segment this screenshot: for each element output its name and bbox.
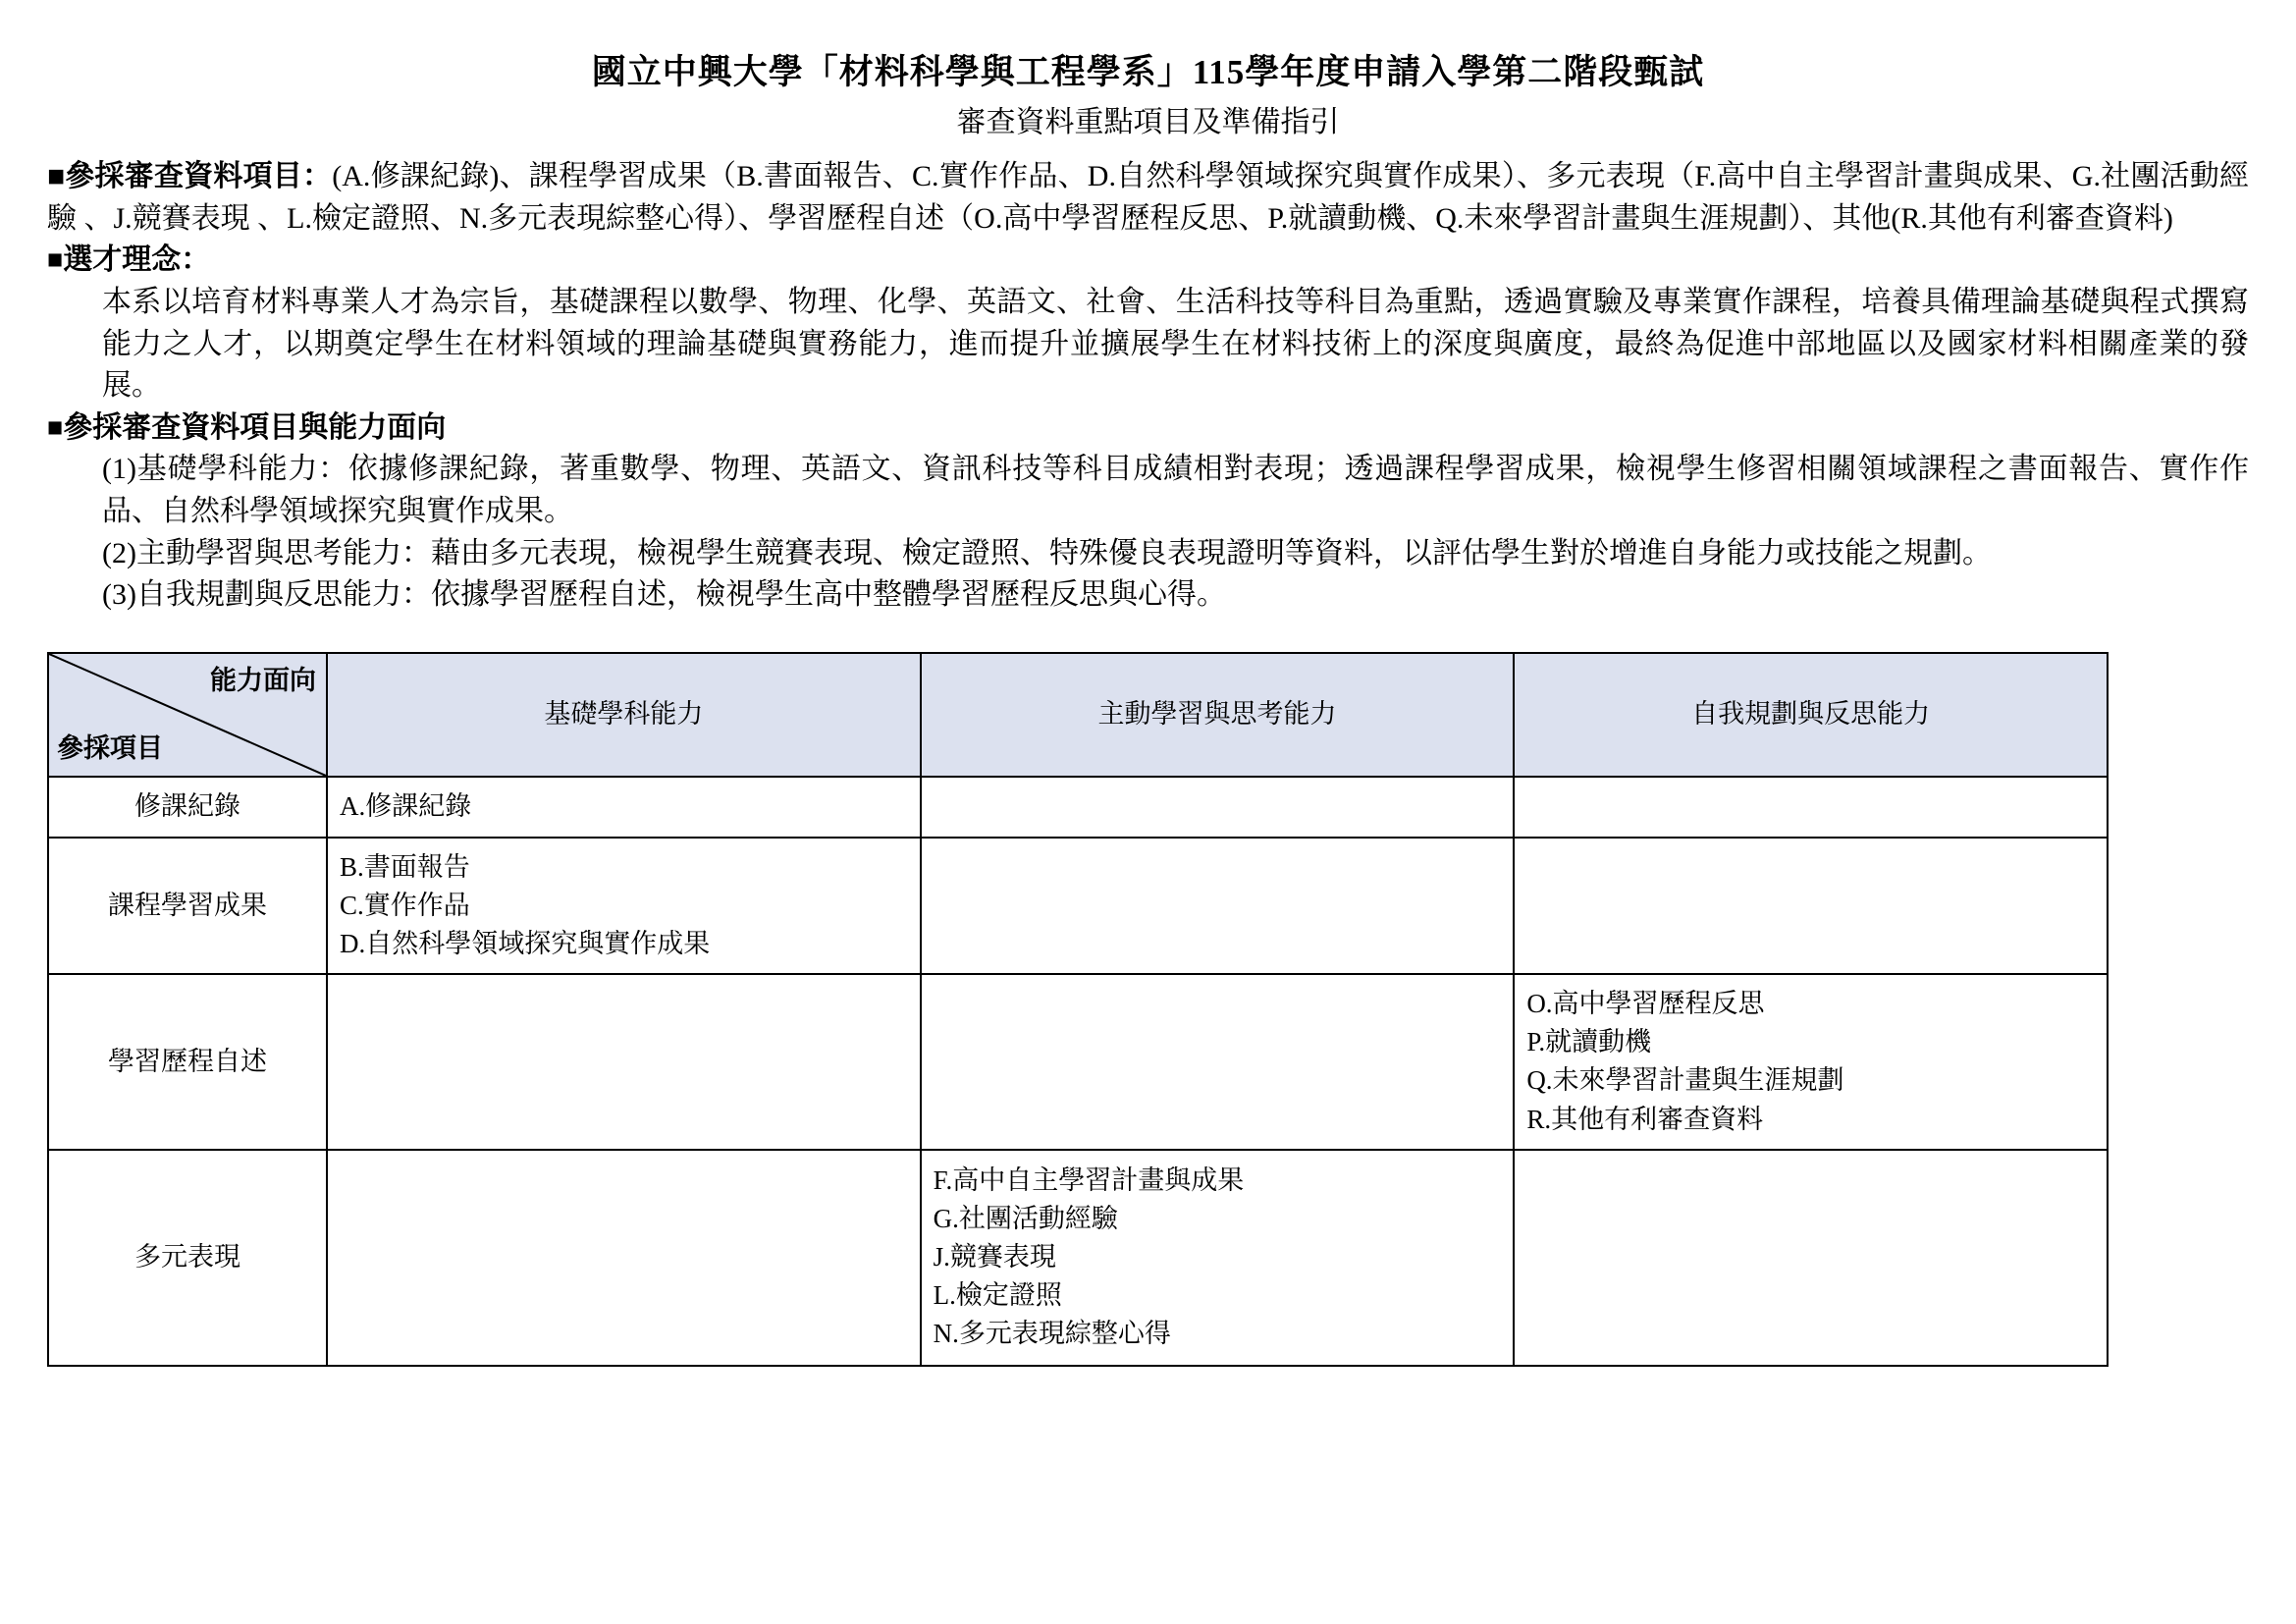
matrix-corner-bottom-label: 參採項目 <box>57 732 163 763</box>
capability-item-1-text: 基礎學科能力：依據修課紀錄，著重數學、物理、英語文、資訊科技等科目成績相對表現；透過課程學習成果，檢視學生修習相關領域課程之書面報告、實作作品、自然科學領域探究與實作成果。 <box>102 453 2249 527</box>
matrix-cell-r3c2 <box>921 974 1515 1150</box>
table-row <box>48 777 2108 838</box>
capability-item-1 <box>47 449 2249 532</box>
section-philosophy-heading <box>47 240 2249 282</box>
capability-item-2-text: 主動學習與思考能力：藉由多元表現，檢視學生競賽表現、檢定證照、特殊優良表現證明等資料，以評估學生對於增進自身能力或技能之規劃。 <box>135 536 1992 569</box>
matrix-column-header-2: 主動學習與思考能力 <box>921 653 1515 777</box>
matrix-row-header-2: 課程學習成果 <box>48 838 327 974</box>
matrix-cell-r1c1 <box>327 777 921 838</box>
square-bullet-icon: ■ <box>47 411 64 442</box>
matrix-cell-line: O.高中學習歷程反思 <box>1526 989 1765 1019</box>
matrix-cell-line: L.檢定證照 <box>933 1280 1062 1311</box>
section-matrix-heading <box>47 407 2249 450</box>
section-matrix-label: 參採審查資料項目與能力面向 <box>63 410 447 444</box>
page-subtitle: 審查資料重點項目及準備指引 <box>956 105 1340 138</box>
section-philosophy-body: 本系以培育材料專業人才為宗旨，基礎課程以數學、物理、化學、英語文、社會、生活科技等科目為重點，透過實驗及專業實作課程，培養具備理論基礎與程式撰寫能力之人才，以期奠定學生在材料領域的理論基礎與實務能力，進而提升並擴展學生在材料技術上的深度與廣度，最終為促進中部地區以及國家材料相關產業的發展。 <box>102 286 2249 403</box>
matrix-cell-line: D.自然科學領域探究與實作成果 <box>340 929 711 959</box>
document-body <box>0 140 2296 617</box>
table-row <box>48 838 2108 974</box>
matrix-table-wrapper <box>0 652 2296 1367</box>
matrix-cell-r2c1 <box>327 838 921 974</box>
matrix-column-header-3: 自我規劃與反思能力 <box>1514 653 2108 777</box>
matrix-cell-r3c3 <box>1514 974 2108 1150</box>
square-bullet-icon: ■ <box>47 244 64 275</box>
matrix-cell-line: G.社團活動經驗 <box>933 1204 1118 1234</box>
matrix-row-header-3: 學習歷程自述 <box>48 974 327 1150</box>
capability-item-2 <box>47 533 2249 575</box>
matrix-cell-r2c3 <box>1514 838 2108 974</box>
section-items <box>47 156 2249 240</box>
capability-item-2-number: (2) <box>102 536 136 569</box>
matrix-row-header-1: 修課紀錄 <box>48 777 327 838</box>
capability-matrix-table <box>47 652 2109 1367</box>
table-row <box>48 1150 2108 1366</box>
matrix-cell-line: J.競賽表現 <box>933 1242 1056 1272</box>
section-items-body: (A.修課紀錄)、課程學習成果（B.書面報告、C.實作作品、D.自然科學領域探究與實作成果）、多元表現（F.高中自主學習計畫與成果、G.社團活動經驗 、J.競賽表現 、L.檢定證照、N.多元表現綜整心得）、學習歷程自述（O.高中學習歷程反思、P.就讀動機、Q.未來學習計畫與生涯規劃）、其他(R.其他有利審查資料) <box>47 160 2249 235</box>
capability-item-3-text: 自我規劃與反思能力：依據學習歷程自述，檢視學生高中整體學習歷程反思與心得。 <box>135 578 1226 612</box>
matrix-cell-r2c2 <box>921 838 1515 974</box>
matrix-cell-line: B.書面報告 <box>340 851 470 882</box>
matrix-cell-line: P.就讀動機 <box>1526 1027 1652 1057</box>
matrix-cell-line: C.實作作品 <box>340 890 470 920</box>
table-row <box>48 974 2108 1150</box>
section-philosophy-label: 選才理念： <box>63 244 211 277</box>
matrix-cell-r3c1 <box>327 974 921 1150</box>
matrix-table-head <box>48 653 2108 777</box>
matrix-cell-line: N.多元表現綜整心得 <box>933 1319 1171 1349</box>
matrix-corner-top-label: 能力面向 <box>210 665 316 695</box>
matrix-cell-line: A.修課紀錄 <box>340 791 472 822</box>
matrix-cell-line: R.其他有利審查資料 <box>1526 1104 1764 1134</box>
matrix-cell-r4c1 <box>327 1150 921 1366</box>
matrix-cell-r4c3 <box>1514 1150 2108 1366</box>
capability-item-1-number: (1) <box>102 453 136 486</box>
matrix-table-body <box>48 777 2108 1366</box>
matrix-cell-line: F.高中自主學習計畫與成果 <box>933 1164 1245 1195</box>
page-title: 國立中興大學「材料科學與工程學系」115學年度申請入學第二階段甄試 <box>591 53 1705 91</box>
matrix-row-header-4: 多元表現 <box>48 1150 327 1366</box>
matrix-cell-r4c2 <box>921 1150 1515 1366</box>
matrix-cell-r1c2 <box>921 777 1515 838</box>
matrix-cell-r1c3 <box>1514 777 2108 838</box>
capability-item-3 <box>47 574 2249 617</box>
matrix-cell-line: Q.未來學習計畫與生涯規劃 <box>1526 1065 1844 1096</box>
matrix-column-header-1: 基礎學科能力 <box>327 653 921 777</box>
matrix-header-row <box>48 653 2108 777</box>
capability-item-3-number: (3) <box>102 578 136 612</box>
matrix-corner-cell <box>48 653 327 777</box>
section-items-label: 參採審查資料項目： <box>65 160 333 193</box>
square-bullet-icon: ■ <box>47 160 66 193</box>
